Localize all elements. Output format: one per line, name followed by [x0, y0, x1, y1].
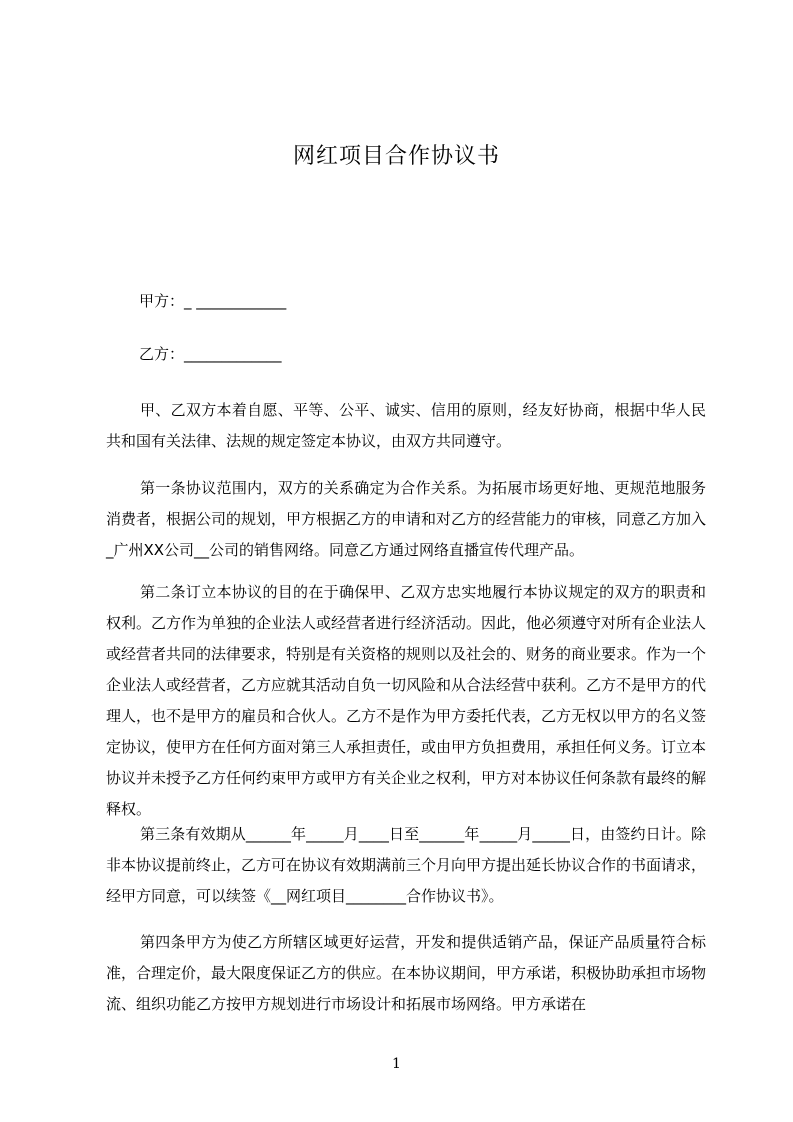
- party-a-field: 甲方：_ ____________: [139, 292, 287, 310]
- party-b-field: 乙方：_____________: [139, 345, 282, 363]
- document-title: 网红项目合作协议书: [292, 144, 500, 169]
- article-2-paragraph: 第二条订立本协议的目的在于确保甲、乙双方忠实地履行本协议规定的双方的职责和权利。乙方作为单独的企业法人或经营者进行经济活动。因此，他必须遵守对所有企业法人或经营者共同的法律要求，特别是有关资格的规则以及社会的、财务的商业要求。作为一个企业法人或经营者，乙方应就其活动自负一切风险和从合法经营中获利。乙方不是甲方的代理人，也不是甲方的雇员和合伙人。乙方不是作为甲方委托代表，乙方无权以甲方的名义签定协议，使甲方在任何方面对第三人承担责任，或由甲方负担费用，承担任何义务。订立本协议并未授予乙方任何约束甲方或甲方有关企业之权利，甲方对本协议任何条款有最终的解释权。: [106, 583, 707, 818]
- article-3-paragraph: 第三条有效期从______年_____月____日至______年_____月_____日，由签约日计。除非本协议提前终止，乙方可在协议有效期满前三个月向甲方提出延长协议合作的书面请求，经甲方同意，可以续签《__网红项目________合作协议书》。: [106, 825, 707, 905]
- article-1-paragraph: 第一条协议范围内，双方的关系确定为合作关系。为拓展市场更好地、更规范地服务消费者，根据公司的规划，甲方根据乙方的申请和对乙方的经营能力的审核，同意乙方加入_广州XX公司__公司的销售网络。同意乙方通过网络直播宣传代理产品。: [106, 479, 707, 559]
- preamble-paragraph: 甲、乙双方本着自愿、平等、公平、诚实、信用的原则，经友好协商，根据中华人民共和国有关法律、法规的规定签定本协议，由双方共同遵守。: [106, 401, 706, 450]
- article-4-paragraph: 第四条甲方为使乙方所辖区域更好运营，开发和提供适销产品，保证产品质量符合标准，合理定价，最大限度保证乙方的供应。在本协议期间，甲方承诺，积极协助承担市场物流、组织功能乙方按甲方规划进行市场设计和拓展市场网络。甲方承诺在: [106, 933, 707, 1013]
- page-number: 1: [392, 1056, 401, 1072]
